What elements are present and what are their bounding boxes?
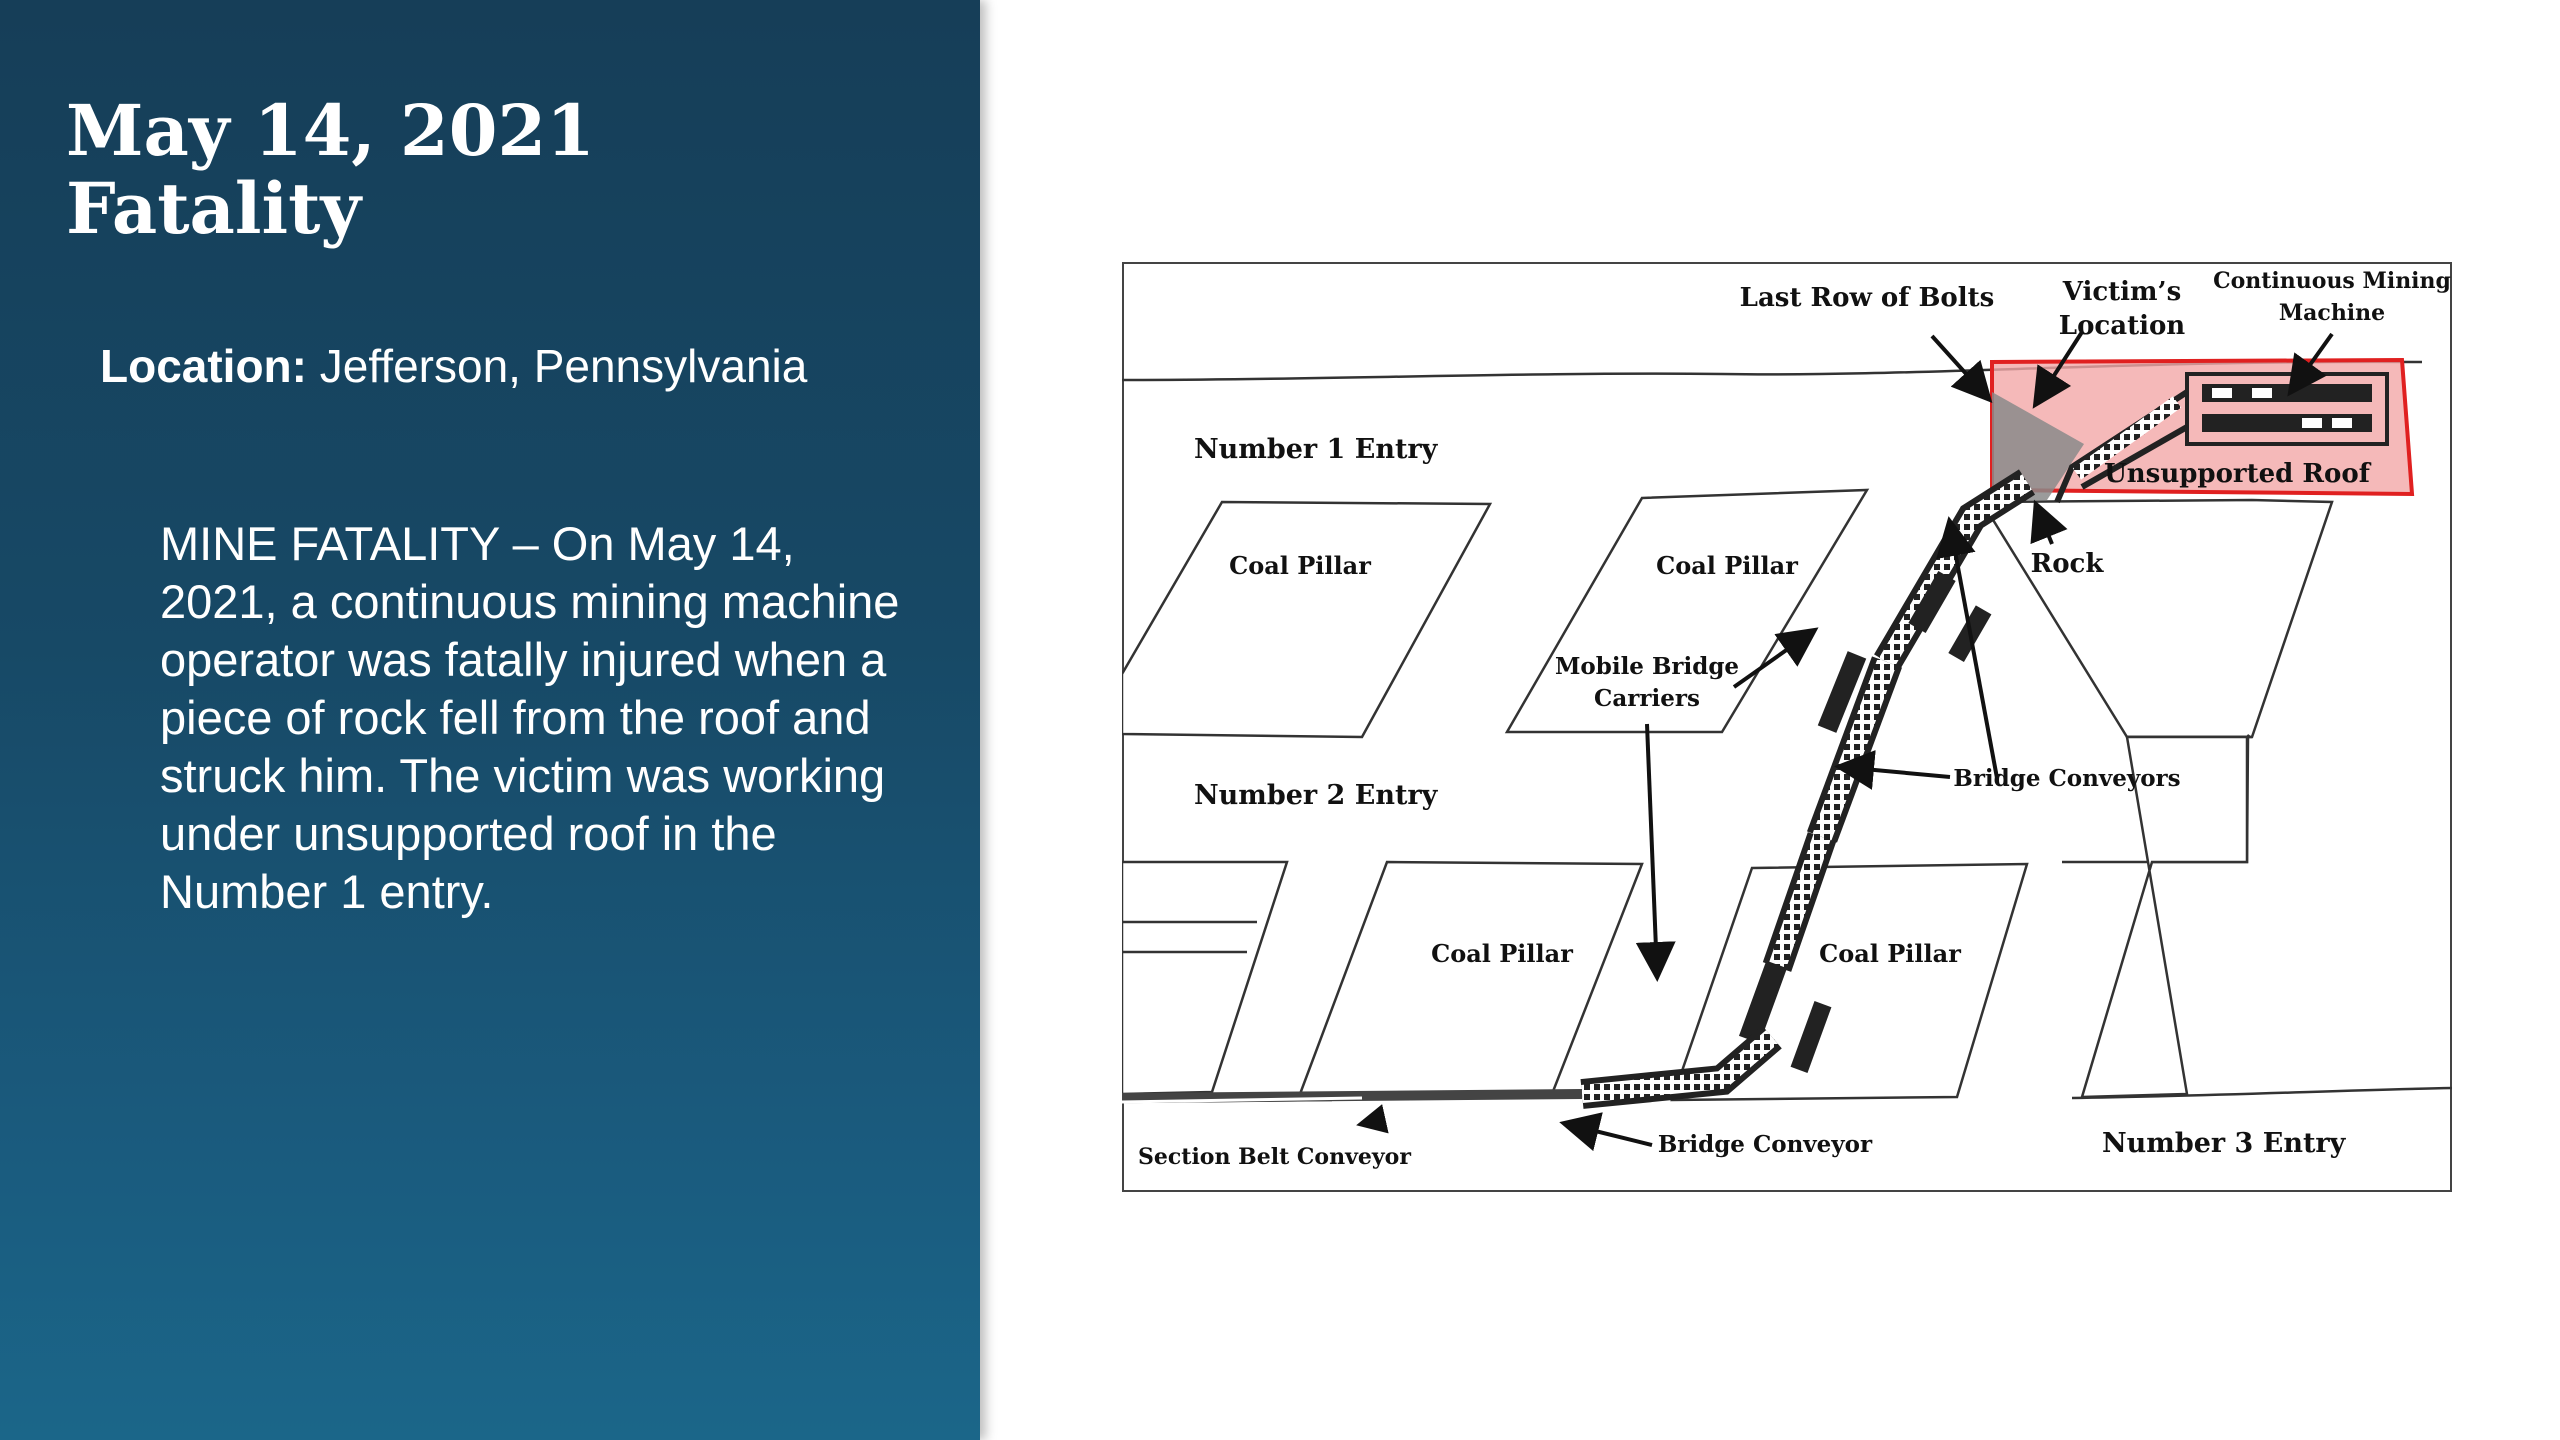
label-mobile-bridge-1: Mobile Bridge [1554, 653, 1740, 680]
label-continuous-mining-2: Machine [2278, 300, 2386, 326]
label-number-1-entry: Number 1 Entry [1194, 434, 1438, 465]
label-last-row-of-bolts: Last Row of Bolts [1739, 283, 1995, 313]
label-rock: Rock [2030, 549, 2104, 579]
title-date: May 14, 2021 [66, 89, 595, 172]
location-value: Jefferson, Pennsylvania [319, 340, 808, 392]
label-mobile-bridge-2: Carriers [1594, 685, 1700, 712]
label-number-3-entry: Number 3 Entry [2102, 1128, 2346, 1159]
title-word: Fatality [66, 167, 362, 250]
location-line [100, 338, 807, 394]
label-victims-location-1: Victim’s [2062, 277, 2182, 307]
label-victims-location-2: Location [2058, 311, 2186, 341]
label-number-2-entry: Number 2 Entry [1194, 780, 1438, 811]
mine-diagram-svg [1122, 262, 2452, 1192]
label-continuous-mining-1: Continuous Mining [2213, 268, 2451, 294]
label-unsupported-roof: Unsupported Roof [2104, 459, 2370, 489]
left-panel [0, 0, 980, 1440]
label-coal-pillar-4: Coal Pillar [1819, 939, 1961, 968]
slide-title [66, 89, 595, 250]
label-bridge-conveyor: Bridge Conveyor [1657, 1131, 1873, 1158]
label-coal-pillar-1: Coal Pillar [1229, 551, 1371, 580]
label-bridge-conveyors: Bridge Conveyors [1953, 765, 2181, 792]
label-section-belt-conveyor: Section Belt Conveyor [1138, 1144, 1411, 1170]
location-label: Location: [100, 340, 307, 392]
label-coal-pillar-3: Coal Pillar [1431, 939, 1573, 968]
label-coal-pillar-2: Coal Pillar [1656, 551, 1798, 580]
mine-diagram [1122, 262, 2452, 1192]
fatality-description: MINE FATALITY – On May 14, 2021, a continuous mining machine operator was fatally injured when a piece of rock fell from the roof and struck him. The victim was working under unsupported roof in the Number 1 entry. [160, 517, 900, 918]
